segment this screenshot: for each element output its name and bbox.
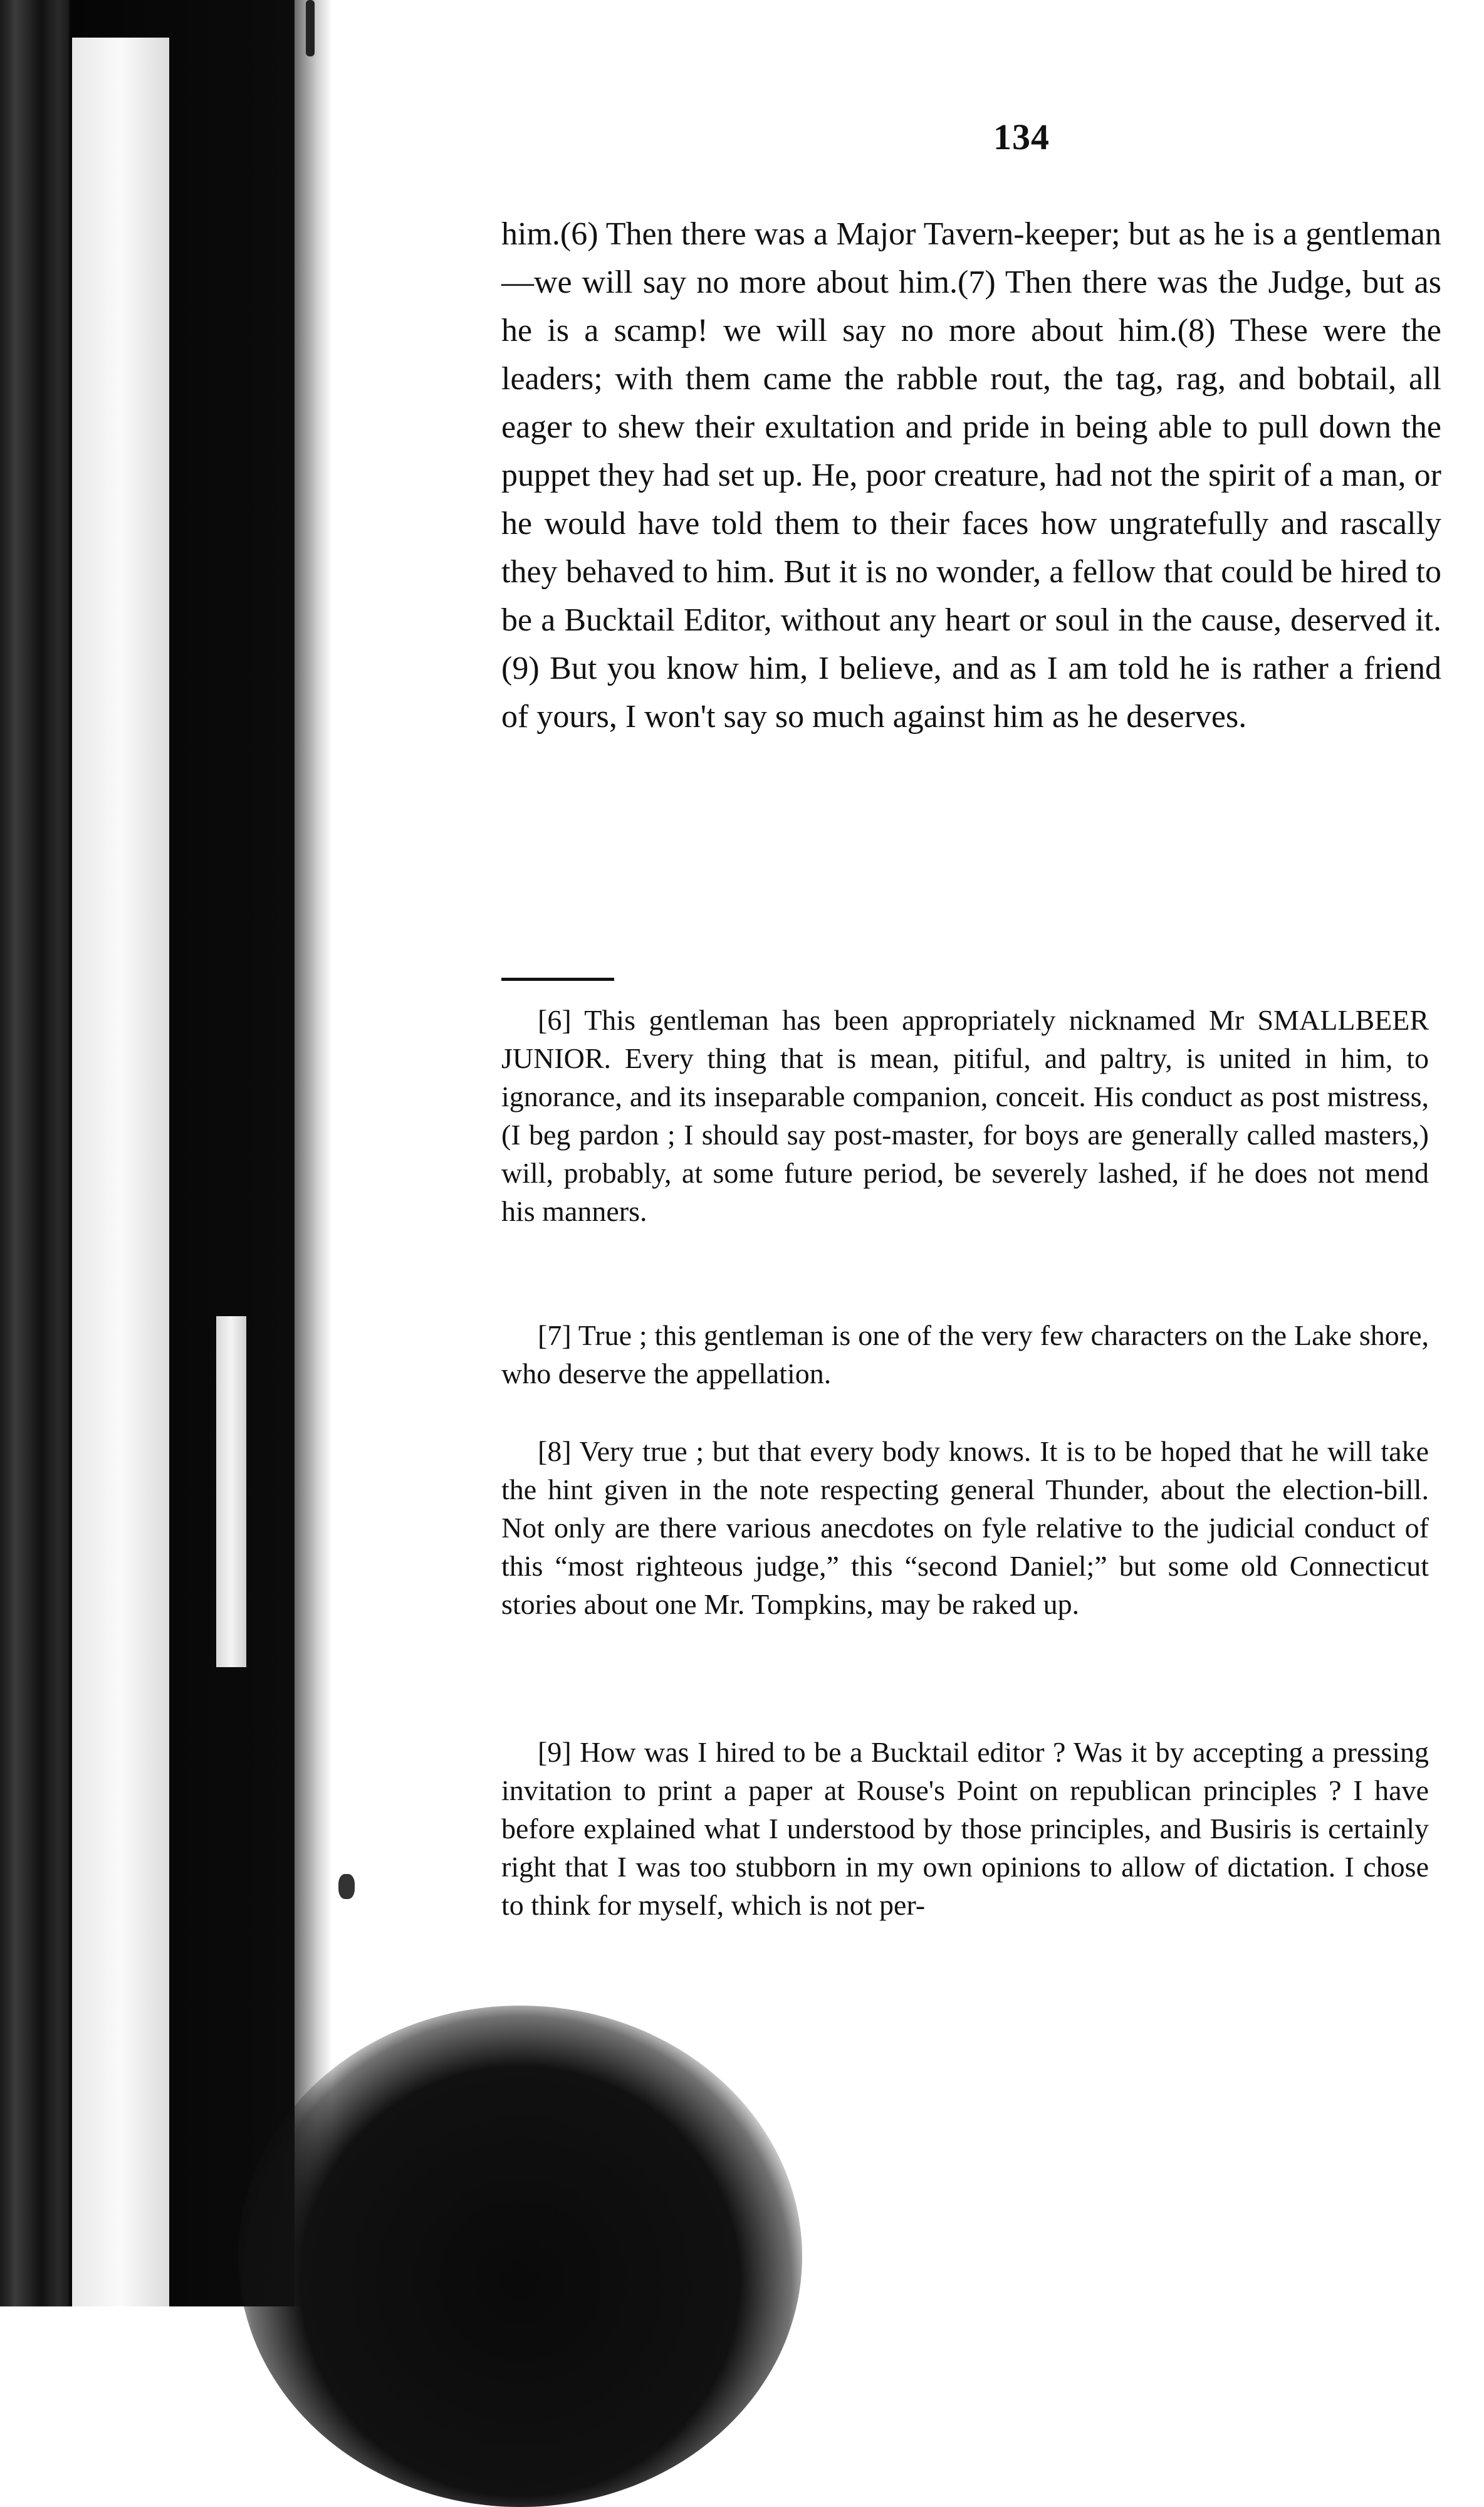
- binding-paper-strip: [72, 38, 169, 2306]
- ink-mark-side: [338, 1874, 355, 1899]
- footnote-rule: [501, 978, 614, 981]
- footnote-6: [501, 1001, 1429, 1230]
- binding-paper-tab: [216, 1316, 246, 1667]
- page-edge-gradient: [295, 0, 332, 2306]
- footnote-8: [501, 1432, 1429, 1623]
- ink-mark-top: [306, 0, 315, 56]
- footnote-marker: [7]: [538, 1319, 572, 1351]
- footnote-text: Very true ; but that every body knows. It is to be hoped that he will take the hint given in the note respecting general Thunder, about the election-bill. Not only are there various anecdotes on fyle relative to the judicial conduct of this “most righteous judge,” this “second Daniel;” but some old Connecticut stories about one Mr. Tompkins, may be raked up.: [501, 1435, 1429, 1620]
- footnote-9: [501, 1733, 1429, 1924]
- footnote-marker: [8]: [538, 1435, 572, 1467]
- page-number: 134: [993, 117, 1050, 157]
- footnote-marker: [9]: [538, 1736, 572, 1768]
- footnote-text: True ; this gentleman is one of the very few characters on the Lake shore, who deserve the appellation.: [501, 1319, 1429, 1390]
- footnote-marker: [6]: [538, 1004, 572, 1036]
- footnote-text: How was I hired to be a Bucktail editor ? Was it by accepting a pressing invitation to print a paper at Rouse's Point on republican principles ? I have before explained what I understood by those principles, and Busiris is certainly right that I was too stubborn in my own opinions to allow of dictation. I chose to think for myself, which is not per-: [501, 1736, 1429, 1921]
- thumb-shadow: [238, 2006, 802, 2507]
- main-paragraph: him.(6) Then there was a Major Tavern-keeper; but as he is a gentleman—we will say no more about him.(7) Then there was the Judge, but as he is a scamp! we will say no more about him.(8) These were the leaders; with them came the rabble rout, the tag, rag, and bobtail, all eager to shew their exultation and pride in being able to pull down the puppet they had set up. He, poor creature, had not the spirit of a man, or he would have told them to their faces how ungratefully and rascally they behaved to him. But it is no wonder, a fellow that could be hired to be a Bucktail Editor, without any heart or soul in the cause, deserved it.(9) But you know him, I believe, and as I am told he is rather a friend of yours, I won't say so much against him as he deserves.: [501, 216, 1441, 735]
- footnote-text: This gentleman has been appropriately nicknamed Mr SMALLBEER JUNIOR. Every thing that is mean, pitiful, and paltry, is united in him, to ignorance, and its inseparable companion, conceit. His conduct as post mistress, (I beg pardon ; I should say post-master, for boys are generally called masters,) will, probably, at some future period, be severely lashed, if he does not mend his manners.: [501, 1004, 1429, 1227]
- footnote-7: [501, 1316, 1429, 1393]
